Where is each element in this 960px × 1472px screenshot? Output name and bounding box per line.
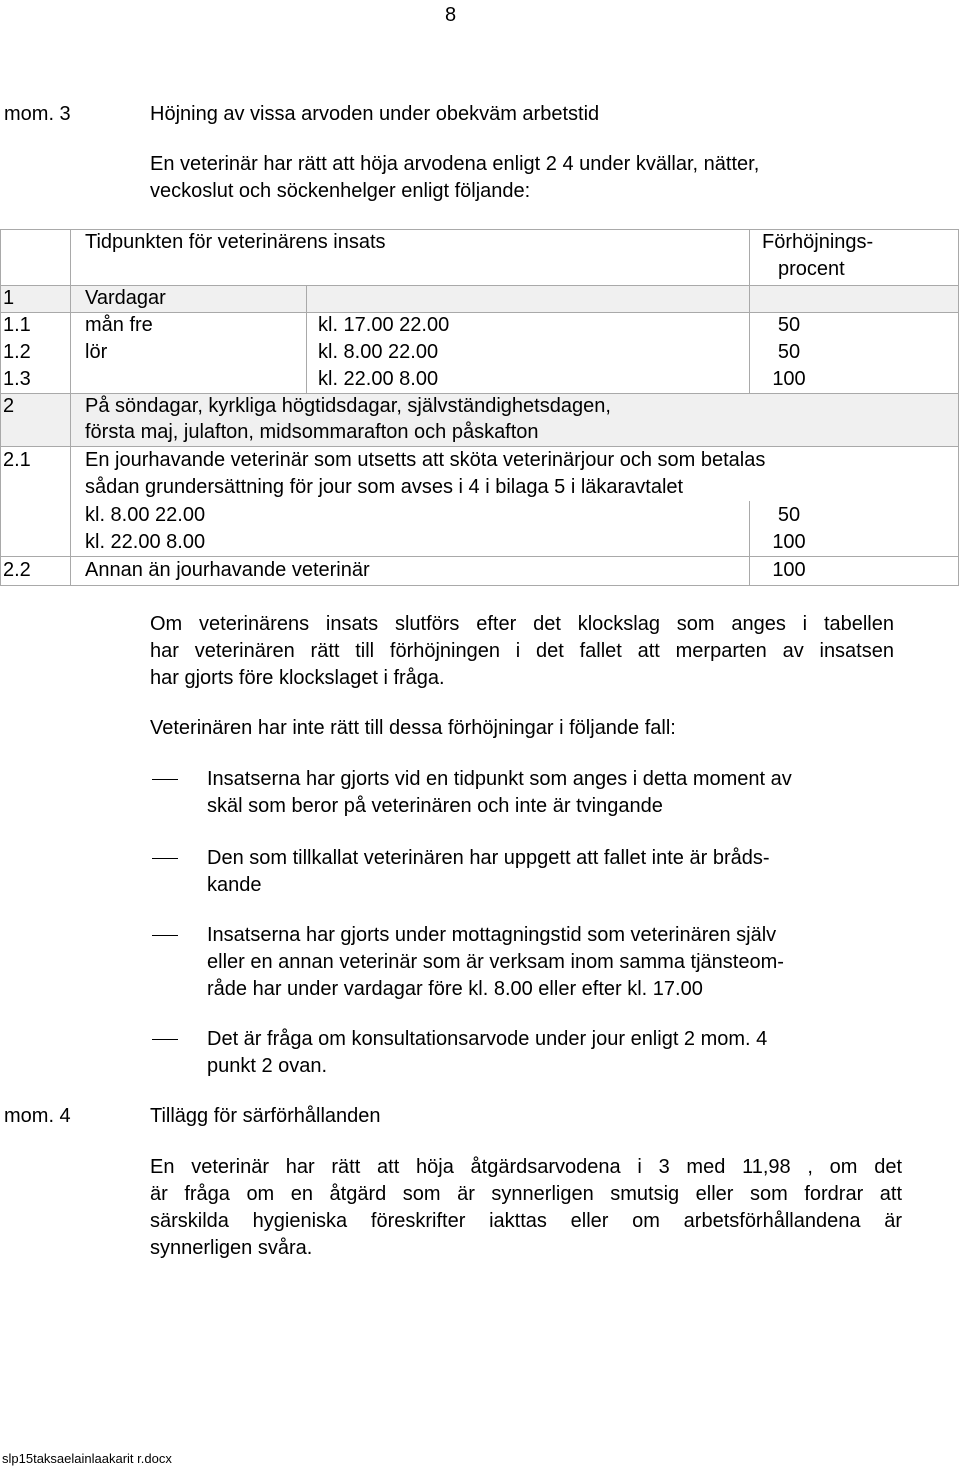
mom3-intro [150, 151, 910, 205]
row-percent: 50 [777, 314, 801, 336]
row-number: 1 [3, 287, 15, 309]
row-day: lör [85, 341, 108, 363]
mom3-heading: Höjning av vissa arvoden under obekväm arbetstid [150, 103, 600, 125]
row-day: mån fre [85, 314, 153, 336]
rate-table [0, 229, 960, 586]
row-time: kl. 8.00 22.00 [318, 341, 439, 363]
row-percent: 100 [772, 368, 806, 390]
paragraph-line: särskilda hygieniska föreskrifter iakttas eller om arbetsförhållandena är [150, 1210, 902, 1232]
row-number: 2.1 [3, 449, 31, 471]
footer-filename: slp15taksaelainlaakarit r.docx [2, 1451, 172, 1466]
paragraph-line: Om veterinärens insats slutförs efter det klockslag som anges i tabellen [150, 613, 894, 635]
row-number: 1.2 [3, 341, 31, 363]
row-percent: 50 [777, 341, 801, 363]
paragraph-line: är fråga om en åtgärd som är synnerligen smutsig eller som fordrar att [150, 1183, 902, 1205]
exception-line: skäl som beror på veterinären och inte är tvingande [207, 795, 663, 817]
completion-rule-paragraph [150, 611, 894, 692]
row-number: 2 [3, 395, 15, 417]
row-percent: 100 [772, 531, 806, 553]
header-time-of-service: Tidpunkten för veterinärens insats [85, 231, 386, 253]
row-label-sondagar: På söndagar, kyrkliga högtidsdagar, självständighetsdagen, [85, 395, 611, 417]
dash-bullet [152, 858, 178, 859]
exception-item [207, 766, 907, 820]
exception-line: Insatserna har gjorts vid en tidpunkt som anges i detta moment av [207, 768, 792, 790]
dash-bullet [152, 1039, 178, 1040]
row-label-vardagar: Vardagar [85, 287, 166, 309]
mom4-heading: Tillägg för särförhållanden [150, 1105, 381, 1127]
exception-line: Insatserna har gjorts under mottagningstid som veterinären själv [207, 924, 777, 946]
row-number: 1.1 [3, 314, 31, 336]
exception-line: Det är fråga om konsultationsarvode under jour enligt 2 mom. 4 [207, 1028, 768, 1050]
exception-line: Den som tillkallat veterinären har uppgett att fallet inte är bråds- [207, 847, 770, 869]
dash-bullet [152, 779, 178, 780]
exception-item [207, 922, 907, 1003]
dash-bullet [152, 935, 178, 936]
table-rule [0, 229, 1, 586]
table-rule [958, 229, 959, 586]
mom3-label: mom. 3 [4, 103, 71, 125]
paragraph-line: synnerligen svåra. [150, 1237, 313, 1259]
table-rule [306, 285, 307, 393]
paragraph-line: har gjorts före klockslaget i fråga. [150, 667, 445, 689]
header-percent: procent [778, 258, 845, 280]
mom4-body [150, 1154, 902, 1262]
exception-item [207, 1026, 907, 1080]
row-time: kl. 8.00 22.00 [85, 504, 206, 526]
page-number: 8 [445, 4, 457, 26]
row-label-sondagar: första maj, julafton, midsommarafton och påskafton [85, 421, 539, 443]
exception-line: råde har under vardagar före kl. 8.00 eller efter kl. 17.00 [207, 978, 703, 1000]
row-time: kl. 17.00 22.00 [318, 314, 450, 336]
row-percent: 100 [772, 559, 806, 581]
mom3-intro-line: veckoslut och söckenhelger enligt följande: [150, 180, 531, 202]
table-rule [70, 229, 71, 586]
exception-line: eller en annan veterinär som är verksam inom samma tjänsteom- [207, 951, 784, 973]
exception-item [207, 845, 907, 899]
exceptions-intro: Veterinären har inte rätt till dessa förhöjningar i följande fall: [150, 717, 676, 739]
row-number: 1.3 [3, 368, 31, 390]
header-percent: Förhöjnings- [762, 231, 874, 253]
table-rule [0, 585, 959, 586]
exception-line: punkt 2 ovan. [207, 1055, 328, 1077]
exception-line: kande [207, 874, 262, 896]
mom3-intro-line: En veterinär har rätt att höja arvodena enligt 2 4 under kvällar, nätter, [150, 153, 760, 175]
paragraph-line: En veterinär har rätt att höja åtgärdsarvodena i 3 med 11,98 , om det [150, 1156, 902, 1178]
row-label-jourhavande: En jourhavande veterinär som utsetts att sköta veterinärjour och som betalas [85, 449, 766, 471]
row-time: kl. 22.00 8.00 [318, 368, 439, 390]
paragraph-line: har veterinären rätt till förhöjningen i det fallet att merparten av insatsen [150, 640, 894, 662]
row-percent: 50 [777, 504, 801, 526]
row-number: 2.2 [3, 559, 31, 581]
row-label-annan: Annan än jourhavande veterinär [85, 559, 370, 581]
row-label-jourhavande: sådan grundersättning för jour som avses i 4 i bilaga 5 i läkaravtalet [85, 476, 684, 498]
mom4-label: mom. 4 [4, 1105, 71, 1127]
row-time: kl. 22.00 8.00 [85, 531, 206, 553]
